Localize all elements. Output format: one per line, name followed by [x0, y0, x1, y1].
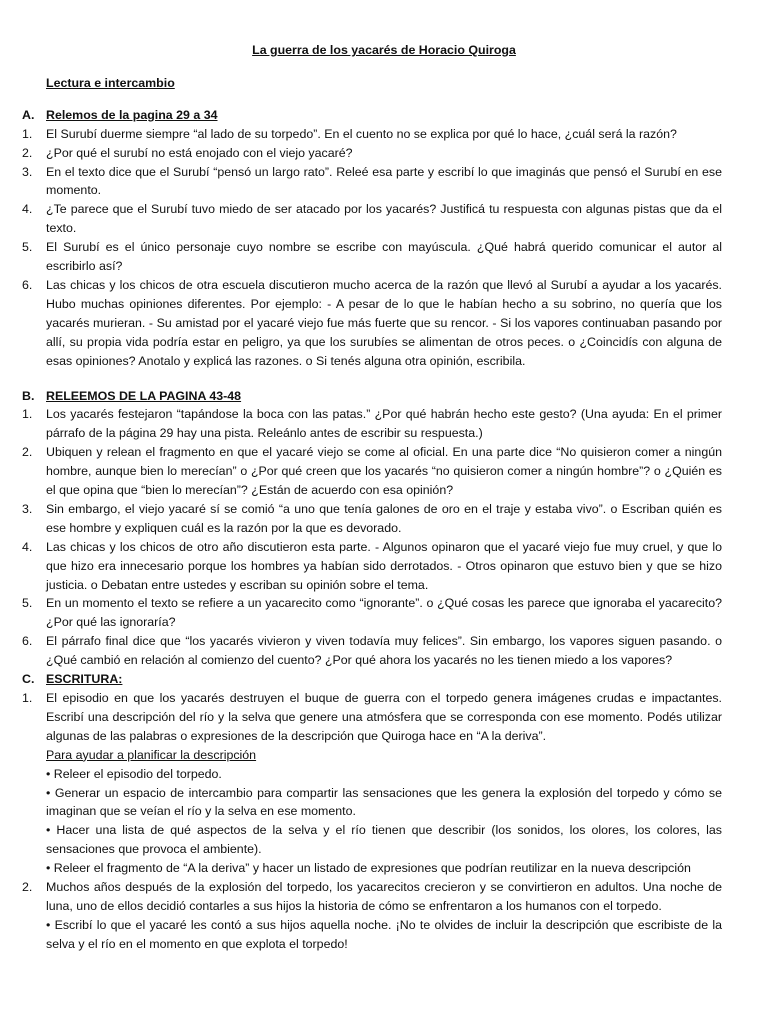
item-number: 1. [22, 126, 33, 141]
section-b-item-5 [22, 594, 722, 632]
section-b-heading: RELEEMOS DE LA PAGINA 43-48 [46, 388, 242, 403]
plan-heading: Para ayudar a planificar la descripción [46, 747, 257, 762]
section-a-heading: Relemos de la pagina 29 a 34 [46, 107, 218, 122]
section-a-item-5 [22, 238, 722, 276]
section-b-item-6 [22, 632, 722, 670]
section-a-item-2 [22, 144, 722, 163]
item-text: En un momento el texto se refiere a un yacarecito como “ignorante”. o ¿Qué cosas les parece que ignoraba el yacarecito? ¿Por qué las ignoraría? [46, 596, 722, 630]
section-c-heading: ESCRITURA: [46, 672, 123, 687]
plan-bullet-3: • Hacer una lista de qué aspectos de la selva y el río tienen que describir (los sonidos, los olores, los colores, las sensaciones que provoca el ambiente). [46, 823, 722, 857]
item-text: El episodio en que los yacarés destruyen el buque de guerra con el torpedo genera imágenes crudas e impactantes. Escribí una descripción del río y la selva que genere una atmósfera que se corresponda con ese momento. Podés utilizar algunas de las palabras o expresiones de la descripción que Quiroga hace en “A la deriva”. [46, 691, 722, 743]
section-a-marker: A. [22, 107, 35, 122]
section-a-item-3 [22, 163, 722, 201]
section-b-item-1 [22, 405, 722, 443]
section-a-header [22, 106, 722, 125]
item-text: ¿Por qué el surubí no está enojado con el viejo yacaré? [46, 145, 353, 160]
item-number: 3. [22, 164, 33, 179]
section-c-item-2 [22, 878, 722, 916]
item-number: 6. [22, 634, 33, 649]
section-b [22, 387, 722, 671]
section-a [22, 106, 722, 371]
item-text: Los yacarés festejaron “tapándose la boca con las patas.” ¿Por qué habrán hecho este gesto? (Una ayuda: En el primer párrafo de la página 29 hay una pista. Releánlo antes de escribir su respuesta.) [46, 407, 722, 441]
section-c-item-1 [22, 689, 722, 746]
section-b-marker: B. [22, 388, 35, 403]
document-title: La guerra de los yacarés de Horacio Quiroga [252, 43, 516, 57]
item-number: 2. [22, 880, 33, 895]
item-text: El párrafo final dice que “los yacarés vivieron y viven todavía muy felices”. Sin embargo, los vapores siguen pasando. o ¿Qué cambió en relación al comienzo del cuento? ¿Por qué ahora los yacarés no les tienen miedo a los vapores? [46, 634, 722, 668]
section-a-item-4 [22, 200, 722, 238]
document-subtitle: Lectura e intercambio [46, 75, 175, 90]
item-text: Ubiquen y relean el fragmento en que el yacaré viejo se come al oficial. En una parte dice “No quisieron comer a ningún hombre, aunque bien lo merecían” o ¿Por qué creen que los yacarés “no quisieron comer a ningún hombre”? o ¿Quién es el que opina que “bien lo merecían”? ¿Están de acuerdo con esa opinión? [46, 445, 722, 498]
item-text: Sin embargo, el viejo yacaré sí se comió “a uno que tenía galones de oro en el traje y estaba vivo”. o Escriban quién es ese hombre y expliquen cuál es la razón por la que es devorado. [46, 501, 722, 535]
section-spacer [22, 371, 722, 387]
item-text: ¿Te parece que el Surubí tuvo miedo de ser atacado por los yacarés? Justificá tu respuesta con algunas pistas que da el texto. [46, 202, 722, 236]
item-number: 4. [22, 202, 33, 217]
section-a-item-6 [22, 276, 722, 371]
item-number: 2. [22, 445, 33, 460]
item-2-bullet: • Escribí lo que el yacaré les contó a sus hijos aquella noche. ¡No te olvides de incluir la descripción que escribiste de la selva y el río en el momento en que explota el torpedo! [46, 917, 722, 951]
item-text: El Surubí es el único personaje cuyo nombre se escribe con mayúscula. ¿Qué habrá querido comunicar el autor al escribirlo así? [46, 240, 722, 274]
section-c-header [22, 670, 722, 689]
item-number: 5. [22, 596, 33, 611]
section-a-item-1 [22, 125, 722, 144]
item-text: En el texto dice que el Surubí “pensó un largo rato”. Releé esa parte y escribí lo que imaginás que pensó el Surubí en ese momento. [46, 164, 722, 198]
item-text: Muchos años después de la explosión del torpedo, los yacarecitos crecieron y se convirtieron en adultos. Una noche de luna, uno de ellos decidió contarles a sus hijos la historia de cómo se enfrentaron a los humanos con el torpedo. [46, 880, 722, 913]
item-text: Las chicas y los chicos de otra escuela discutieron mucho acerca de la razón que llevó al Surubí a ayudar a los yacarés. Hubo muchas opiniones diferentes. Por ejemplo: - A pesar de lo que le habían hecho a su sobrino, no quería que los yacarés murieran. - Su amistad por el yacaré viejo fue más fuerte que su rencor. - Si los vapores continuaban pasando por allí, su propia vida podría estar en peligro, ya que los surubíes se alimentan de otros peces. o ¿Coincidís con alguna de esas opiniones? Anotalo y explicá las razones. o Si tenés alguna otra opinión, escribila. [46, 277, 722, 368]
plan-bullet-2: • Generar un espacio de intercambio para compartir las sensaciones que les genera la explosión del torpedo y cómo se imaginan que se veían el río y la selva en ese momento. [46, 785, 722, 819]
plan-bullet-1: • Releer el episodio del torpedo. [46, 766, 222, 781]
item-number: 1. [22, 407, 33, 422]
item-text: Las chicas y los chicos de otro año discutieron esta parte. - Algunos opinaron que el yacaré viejo fue muy cruel, y que lo que hizo era innecesario porque los hombres ya habían sido derrotados. - Otros opinaron que estuvo bien y que se hizo justicia. o Debatan entre ustedes y escriban su opinión sobre el tema. [46, 539, 722, 592]
item-number: 6. [22, 277, 33, 292]
section-b-item-3 [22, 500, 722, 538]
section-b-item-4 [22, 538, 722, 595]
plan-bullet-4: • Releer el fragmento de “A la deriva” y hacer un listado de expresiones que podrían reutilizar en la nueva descripción [46, 861, 691, 876]
item-number: 2. [22, 145, 33, 160]
section-b-header [22, 387, 722, 406]
item-number: 5. [22, 240, 33, 255]
item-number: 3. [22, 501, 33, 516]
section-c-marker: C. [22, 672, 35, 687]
section-c [22, 670, 722, 954]
item-text: El Surubí duerme siempre “al lado de su torpedo”. En el cuento no se explica por qué lo hace, ¿cuál será la razón? [46, 126, 677, 141]
item-number: 1. [22, 691, 33, 705]
section-b-item-2 [22, 443, 722, 500]
item-number: 4. [22, 539, 33, 554]
